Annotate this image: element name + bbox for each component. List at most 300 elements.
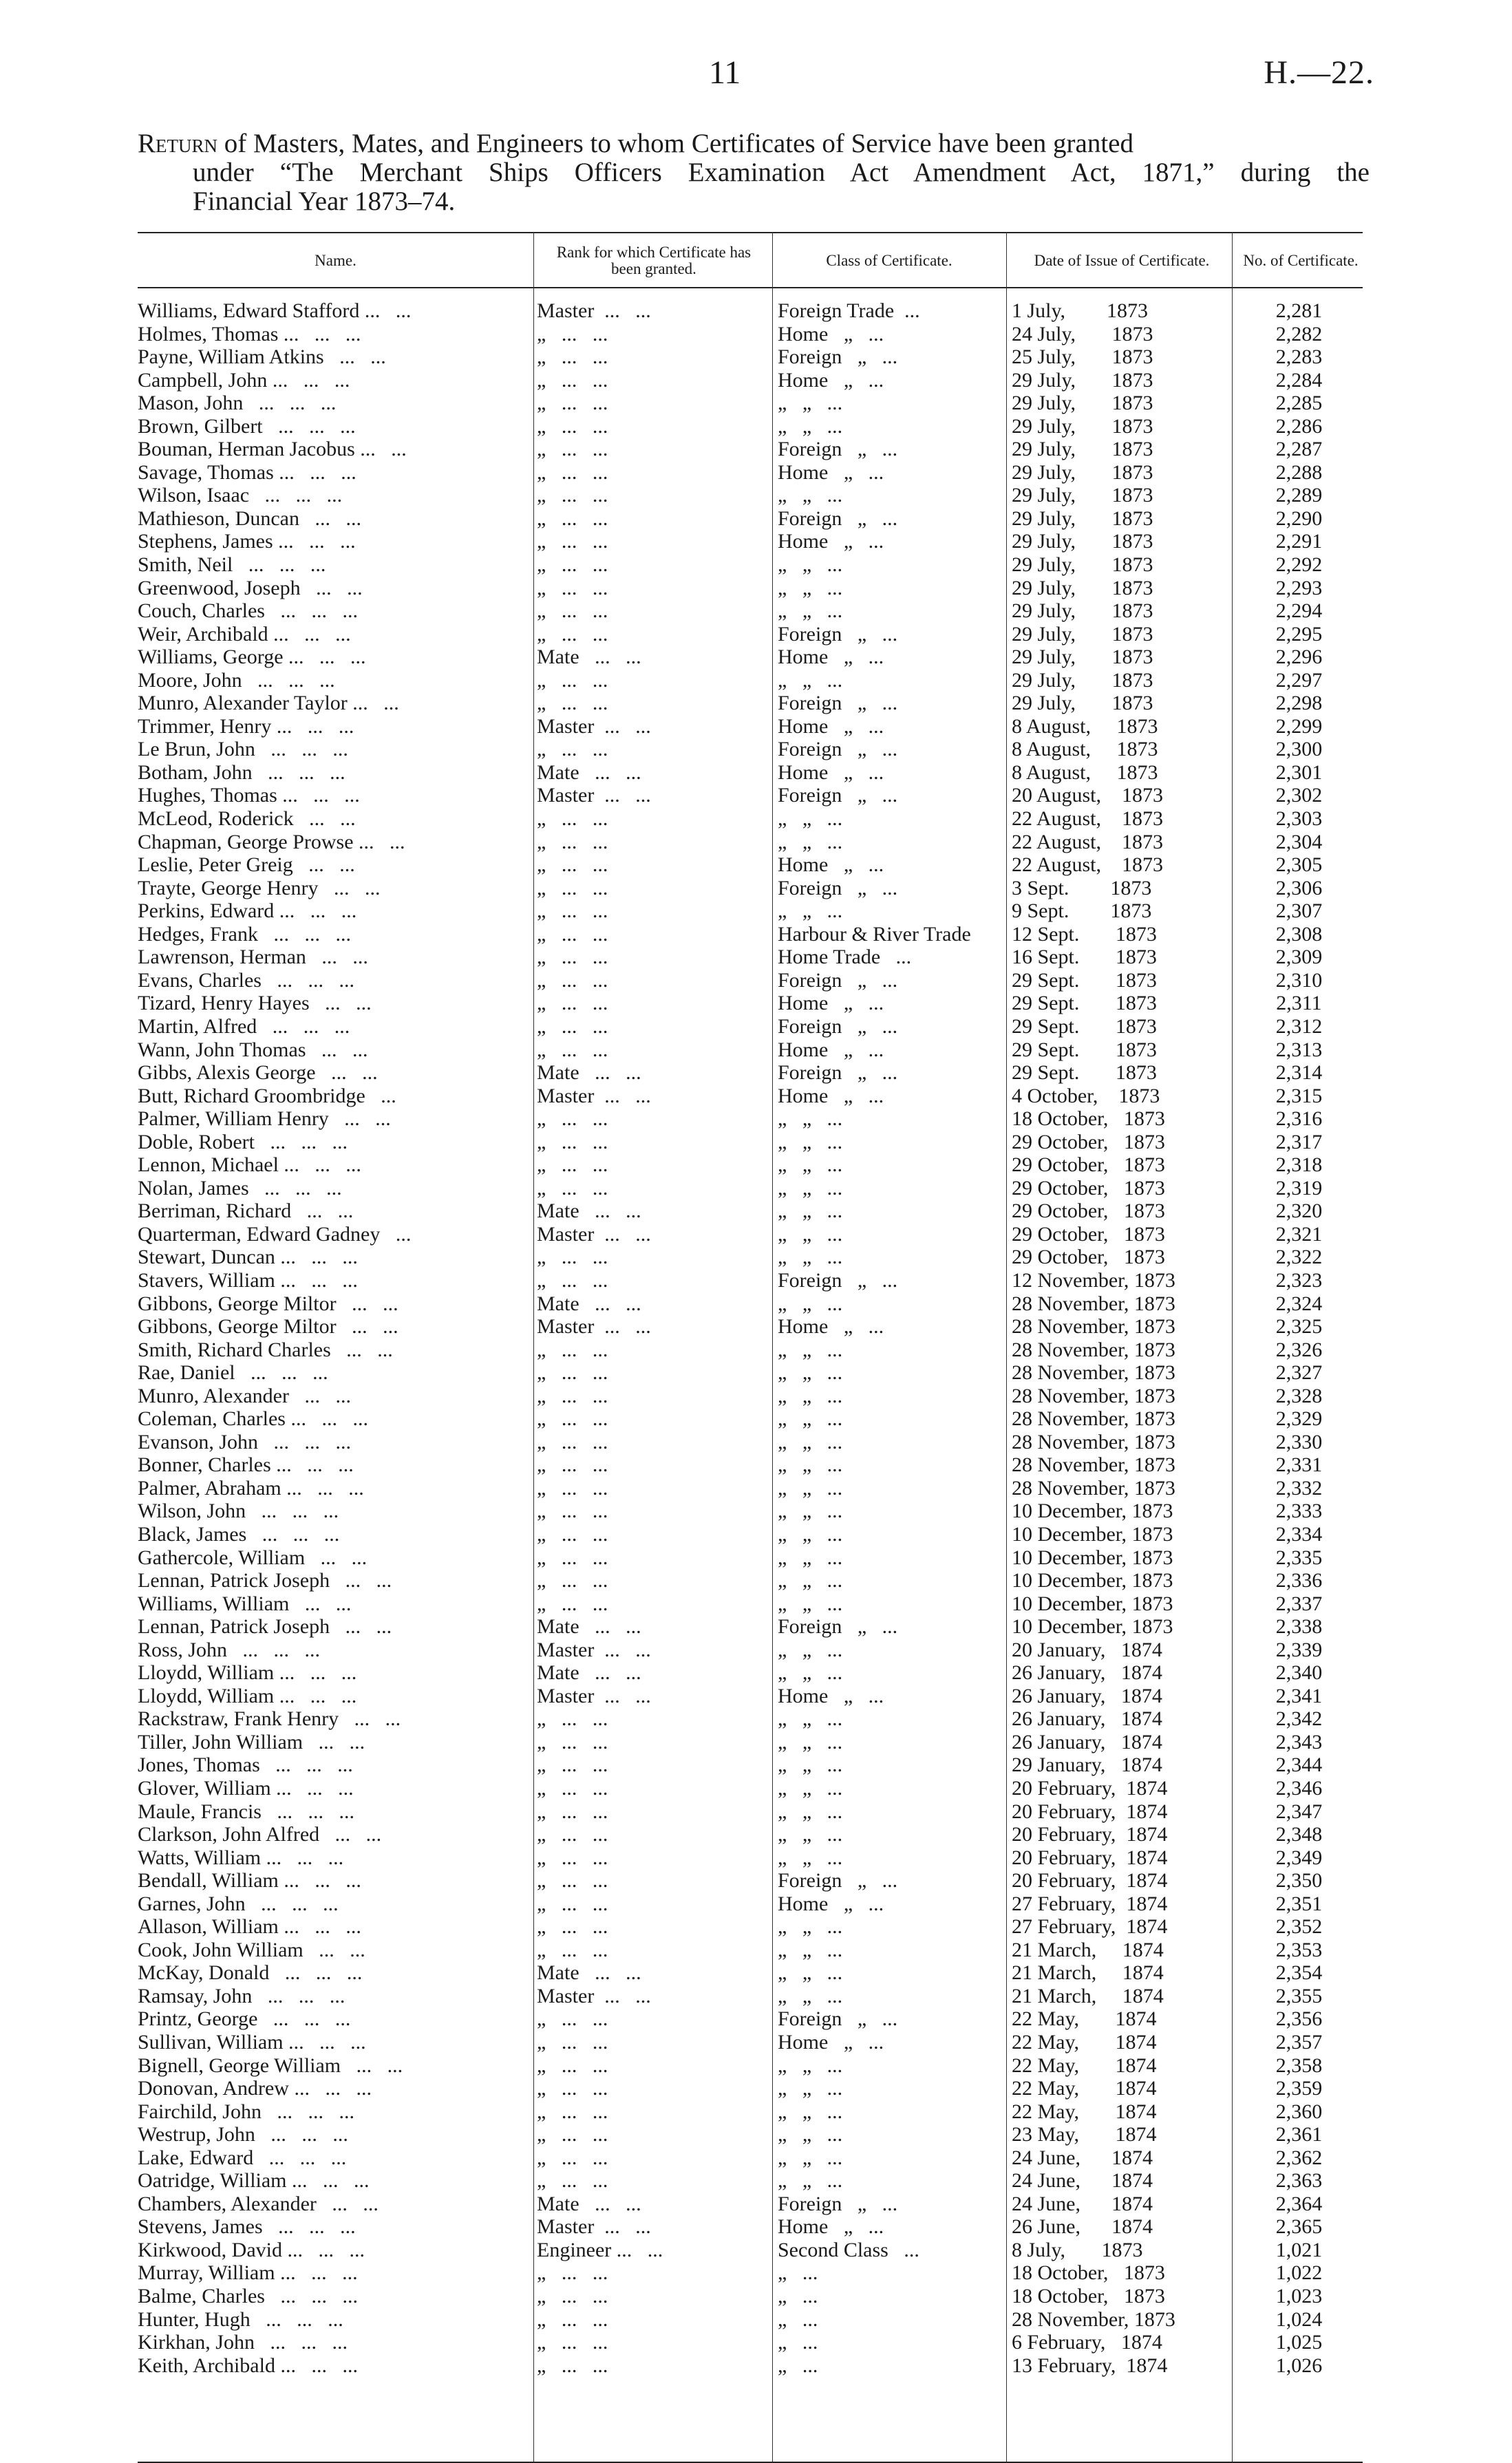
table-row xyxy=(138,992,1363,1015)
cell-name: Kirkwood, David ... ... ... xyxy=(138,2238,365,2261)
cell-rank: „ ... ... xyxy=(537,1268,608,1292)
cell-name: Savage, Thomas ... ... ... xyxy=(138,460,356,484)
cell-number: 2,360 xyxy=(1275,2100,1323,2123)
cell-date: 29 Sept. 1873 xyxy=(1012,1014,1157,1038)
cell-rank: „ ... ... xyxy=(537,2146,608,2169)
cell-rank: Master ... ... xyxy=(537,714,651,738)
cell-class: Foreign „ ... xyxy=(778,1061,898,1085)
cell-rank: Master ... ... xyxy=(537,1315,651,1339)
table-row xyxy=(138,669,1363,692)
heading-line-3: Financial Year 1873–74. xyxy=(193,186,456,216)
cell-name: Gibbons, George Miltor ... ... xyxy=(138,1315,398,1339)
cell-number: 2,307 xyxy=(1275,899,1323,923)
cell-date: 28 November, 1873 xyxy=(1012,1338,1175,1361)
table-row xyxy=(138,2354,1363,2378)
cell-rank: „ ... ... xyxy=(537,692,608,715)
cell-rank: „ ... ... xyxy=(537,368,608,392)
cell-rank: „ ... ... xyxy=(537,1361,608,1385)
cell-number: 1,021 xyxy=(1275,2238,1323,2261)
cell-rank: Mate ... ... xyxy=(537,1061,641,1085)
cell-date: 10 December, 1873 xyxy=(1012,1500,1173,1523)
cell-class: „ „ ... xyxy=(778,1707,843,1731)
cell-number: 2,337 xyxy=(1275,1592,1323,1615)
cell-rank: „ ... ... xyxy=(537,1153,608,1177)
cell-class: „ „ ... xyxy=(778,807,843,831)
table-row xyxy=(138,1915,1363,1939)
cell-class: „ ... xyxy=(778,2261,818,2285)
cell-class: Home „ ... xyxy=(778,2215,884,2239)
table-row xyxy=(138,1939,1363,1962)
cell-name: Gathercole, William ... ... xyxy=(138,1546,368,1569)
cell-class: Foreign Trade ... xyxy=(778,299,920,322)
cell-number: 2,331 xyxy=(1275,1453,1323,1477)
table-row xyxy=(138,646,1363,669)
cell-rank: „ ... ... xyxy=(537,1476,608,1500)
table-row xyxy=(138,1846,1363,1870)
cell-rank: Master ... ... xyxy=(537,1222,651,1246)
cell-number: 2,364 xyxy=(1275,2192,1323,2215)
table-row xyxy=(138,1385,1363,1408)
cell-number: 2,312 xyxy=(1275,1014,1323,1038)
cell-class: Home „ ... xyxy=(778,322,884,345)
cell-name: Mason, John ... ... ... xyxy=(138,392,337,415)
cell-date: 20 August, 1873 xyxy=(1012,784,1164,807)
table-row xyxy=(138,1961,1363,1985)
cell-rank: „ ... ... xyxy=(537,2307,608,2331)
cell-date: 24 July, 1873 xyxy=(1012,322,1153,345)
cell-name: Bouman, Herman Jacobus ... ... xyxy=(138,438,407,461)
cell-class: „ „ ... xyxy=(778,2100,843,2123)
cell-rank: „ ... ... xyxy=(537,1846,608,1869)
cell-date: 29 October, 1873 xyxy=(1012,1130,1165,1153)
cell-date: 28 November, 1873 xyxy=(1012,1384,1175,1407)
header-date: Date of Issue of Certificate. xyxy=(1034,252,1210,269)
cell-number: 2,326 xyxy=(1275,1338,1323,1361)
table-row xyxy=(138,899,1363,923)
cell-class: Home Trade ... xyxy=(778,946,912,969)
cell-rank: „ ... ... xyxy=(537,853,608,877)
cell-number: 2,304 xyxy=(1275,830,1323,853)
cell-date: 28 November, 1873 xyxy=(1012,1430,1175,1453)
cell-number: 2,298 xyxy=(1275,692,1323,715)
cell-class: Second Class ... xyxy=(778,2238,919,2261)
cell-number: 2,299 xyxy=(1275,714,1323,738)
cell-class: Foreign „ ... xyxy=(778,507,898,530)
cell-rank: „ ... ... xyxy=(537,438,608,461)
table-row xyxy=(138,2054,1363,2078)
cell-date: 28 November, 1873 xyxy=(1012,1453,1175,1477)
table-row xyxy=(138,1500,1363,1523)
cell-date: 26 January, 1874 xyxy=(1012,1730,1162,1753)
cell-date: 29 July, 1873 xyxy=(1012,484,1153,507)
table-row xyxy=(138,1246,1363,1269)
cell-class: Foreign „ ... xyxy=(778,876,898,899)
heading-line-2: under “The Merchant Ships Officers Examination Act Amendment Act, 1871,” during the xyxy=(193,158,1370,187)
cell-number: 2,318 xyxy=(1275,1153,1323,1177)
table-row xyxy=(138,1985,1363,2008)
document-heading xyxy=(138,129,1370,216)
cell-name: Watts, William ... ... ... xyxy=(138,1846,344,1869)
table-row xyxy=(138,345,1363,369)
table-row xyxy=(138,553,1363,577)
cell-rank: „ ... ... xyxy=(537,992,608,1015)
cell-number: 2,315 xyxy=(1275,1084,1323,1107)
cell-name: Clarkson, John Alfred ... ... xyxy=(138,1823,382,1846)
cell-date: 10 December, 1873 xyxy=(1012,1592,1173,1615)
table-row xyxy=(138,1292,1363,1316)
cell-class: „ „ ... xyxy=(778,553,843,577)
table-row xyxy=(138,369,1363,392)
cell-number: 2,350 xyxy=(1275,1869,1323,1892)
cell-number: 2,327 xyxy=(1275,1361,1323,1385)
cell-class: „ „ ... xyxy=(778,2054,843,2077)
cell-date: 29 October, 1873 xyxy=(1012,1153,1165,1177)
cell-number: 2,365 xyxy=(1275,2215,1323,2239)
cell-rank: „ ... ... xyxy=(537,460,608,484)
cell-name: Oatridge, William ... ... ... xyxy=(138,2169,370,2193)
table-row xyxy=(138,2239,1363,2262)
cell-class: „ ... xyxy=(778,2354,818,2377)
cell-number: 2,343 xyxy=(1275,1730,1323,1753)
cell-name: Tizard, Henry Hayes ... ... xyxy=(138,992,372,1015)
table-row xyxy=(138,2261,1363,2285)
cell-name: Berriman, Richard ... ... xyxy=(138,1199,354,1223)
cell-date: 22 August, 1873 xyxy=(1012,830,1164,853)
cell-name: McLeod, Roderick ... ... xyxy=(138,807,356,831)
cell-number: 2,333 xyxy=(1275,1500,1323,1523)
cell-class: Foreign „ ... xyxy=(778,692,898,715)
cell-class: Foreign „ ... xyxy=(778,1014,898,1038)
page-number: 11 xyxy=(709,54,741,91)
cell-class: „ „ ... xyxy=(778,1500,843,1523)
cell-name: Cook, John William ... ... xyxy=(138,1938,365,1961)
cell-number: 2,290 xyxy=(1275,507,1323,530)
cell-class: Foreign „ ... xyxy=(778,345,898,369)
cell-rank: „ ... ... xyxy=(537,968,608,992)
cell-number: 2,346 xyxy=(1275,1777,1323,1800)
cell-class: Home „ ... xyxy=(778,1315,884,1339)
cell-name: Printz, George ... ... ... xyxy=(138,2007,351,2031)
cell-name: Nolan, James ... ... ... xyxy=(138,1176,342,1199)
cell-class: Foreign „ ... xyxy=(778,622,898,646)
cell-class: „ „ ... xyxy=(778,1800,843,1823)
cell-date: 8 July, 1873 xyxy=(1012,2238,1143,2261)
table-row xyxy=(138,1615,1363,1639)
cell-rank: „ ... ... xyxy=(537,1038,608,1061)
cell-rank: „ ... ... xyxy=(537,899,608,923)
cell-date: 29 July, 1873 xyxy=(1012,438,1153,461)
cell-name: Allason, William ... ... ... xyxy=(138,1915,361,1939)
cell-name: Rackstraw, Frank Henry ... ... xyxy=(138,1707,401,1731)
cell-number: 2,316 xyxy=(1275,1107,1323,1131)
table-row xyxy=(138,807,1363,831)
cell-number: 2,306 xyxy=(1275,876,1323,899)
table-row xyxy=(138,1800,1363,1824)
cell-class: „ „ ... xyxy=(778,1522,843,1546)
table-row xyxy=(138,1592,1363,1616)
cell-name: Leslie, Peter Greig ... ... xyxy=(138,853,355,877)
cell-name: McKay, Donald ... ... ... xyxy=(138,1961,363,1985)
cell-rank: Master ... ... xyxy=(537,1984,651,2007)
table-row xyxy=(138,1223,1363,1246)
cell-class: „ „ ... xyxy=(778,668,843,692)
cell-class: Home „ ... xyxy=(778,1084,884,1107)
cell-rank: Mate ... ... xyxy=(537,646,641,669)
cell-number: 2,294 xyxy=(1275,599,1323,623)
cell-date: 29 July, 1873 xyxy=(1012,368,1153,392)
cell-class: „ „ ... xyxy=(778,1777,843,1800)
cell-date: 28 November, 1873 xyxy=(1012,1361,1175,1385)
table-row xyxy=(138,1892,1363,1916)
cell-class: „ „ ... xyxy=(778,2077,843,2100)
cell-class: „ „ ... xyxy=(778,1638,843,1661)
cell-rank: Master ... ... xyxy=(537,1684,651,1707)
cell-number: 2,319 xyxy=(1275,1176,1323,1199)
cell-name: Coleman, Charles ... ... ... xyxy=(138,1407,368,1431)
cell-number: 2,288 xyxy=(1275,460,1323,484)
cell-rank: „ ... ... xyxy=(537,2031,608,2054)
cell-name: Campbell, John ... ... ... xyxy=(138,368,350,392)
cell-number: 2,353 xyxy=(1275,1938,1323,1961)
cell-class: „ „ ... xyxy=(778,392,843,415)
cell-date: 24 June, 1874 xyxy=(1012,2192,1153,2215)
cell-number: 2,289 xyxy=(1275,484,1323,507)
cell-name: Williams, George ... ... ... xyxy=(138,646,366,669)
table-row xyxy=(138,1153,1363,1177)
cell-rank: „ ... ... xyxy=(537,738,608,761)
cell-name: Ross, John ... ... ... xyxy=(138,1638,321,1661)
table-row xyxy=(138,738,1363,761)
cell-rank: „ ... ... xyxy=(537,1130,608,1153)
cell-name: Butt, Richard Groombridge ... xyxy=(138,1084,396,1107)
cell-number: 2,321 xyxy=(1275,1222,1323,1246)
cell-name: Holmes, Thomas ... ... ... xyxy=(138,322,361,345)
cell-class: „ „ ... xyxy=(778,1661,843,1685)
cell-rank: „ ... ... xyxy=(537,484,608,507)
cell-rank: „ ... ... xyxy=(537,1430,608,1453)
cell-number: 2,320 xyxy=(1275,1199,1323,1223)
cell-date: 29 July, 1873 xyxy=(1012,414,1153,438)
cell-number: 2,338 xyxy=(1275,1615,1323,1639)
cell-class: „ „ ... xyxy=(778,1476,843,1500)
cell-class: Home „ ... xyxy=(778,530,884,553)
cell-number: 2,349 xyxy=(1275,1846,1323,1869)
cell-date: 28 November, 1873 xyxy=(1012,1292,1175,1315)
cell-date: 1 July, 1873 xyxy=(1012,299,1149,322)
cell-rank: „ ... ... xyxy=(537,530,608,553)
cell-class: Foreign „ ... xyxy=(778,2007,898,2031)
cell-date: 29 October, 1873 xyxy=(1012,1176,1165,1199)
cell-rank: Mate ... ... xyxy=(537,1661,641,1685)
table-row xyxy=(138,853,1363,877)
cell-name: Hedges, Frank ... ... ... xyxy=(138,922,351,946)
cell-date: 10 December, 1873 xyxy=(1012,1522,1173,1546)
cell-number: 2,305 xyxy=(1275,853,1323,877)
table-row xyxy=(138,969,1363,992)
cell-name: Evans, Charles ... ... ... xyxy=(138,968,354,992)
cell-date: 10 December, 1873 xyxy=(1012,1546,1173,1569)
cell-number: 2,292 xyxy=(1275,553,1323,577)
cell-name: Gibbs, Alexis George ... ... xyxy=(138,1061,378,1085)
table-row xyxy=(138,323,1363,346)
table-row xyxy=(138,2031,1363,2054)
table-row xyxy=(138,1685,1363,1708)
header-rank: Rank for which Certificate has been granted. xyxy=(556,244,752,277)
cell-date: 22 August, 1873 xyxy=(1012,853,1164,877)
cell-date: 10 December, 1873 xyxy=(1012,1615,1173,1639)
cell-number: 2,291 xyxy=(1275,530,1323,553)
cell-class: „ ... xyxy=(778,2307,818,2331)
cell-rank: „ ... ... xyxy=(537,1014,608,1038)
cell-rank: „ ... ... xyxy=(537,2169,608,2193)
cell-date: 16 Sept. 1873 xyxy=(1012,946,1157,969)
cell-date: 18 October, 1873 xyxy=(1012,2261,1165,2285)
cell-class: „ „ ... xyxy=(778,1730,843,1753)
table-body xyxy=(138,299,1363,2377)
table-row xyxy=(138,1453,1363,1477)
cell-number: 2,296 xyxy=(1275,646,1323,669)
cell-rank: „ ... ... xyxy=(537,1592,608,1615)
table-row xyxy=(138,715,1363,738)
cell-name: Lawrenson, Herman ... ... xyxy=(138,946,368,969)
table-row xyxy=(138,1407,1363,1431)
cell-name: Williams, Edward Stafford ... ... xyxy=(138,299,412,322)
cell-number: 2,348 xyxy=(1275,1823,1323,1846)
cell-class: „ „ ... xyxy=(778,1199,843,1223)
cell-rank: „ ... ... xyxy=(537,1107,608,1131)
table-row xyxy=(138,761,1363,785)
cell-number: 2,323 xyxy=(1275,1268,1323,1292)
cell-number: 2,324 xyxy=(1275,1292,1323,1315)
cell-date: 29 Sept. 1873 xyxy=(1012,968,1157,992)
cell-name: Lennan, Patrick Joseph ... ... xyxy=(138,1615,392,1639)
cell-number: 2,339 xyxy=(1275,1638,1323,1661)
cell-name: Hughes, Thomas ... ... ... xyxy=(138,784,360,807)
cell-number: 2,352 xyxy=(1275,1915,1323,1939)
table-row xyxy=(138,923,1363,946)
table-row xyxy=(138,1569,1363,1592)
cell-name: Quarterman, Edward Gadney ... xyxy=(138,1222,412,1246)
cell-rank: „ ... ... xyxy=(537,1800,608,1823)
cell-name: Payne, William Atkins ... ... xyxy=(138,345,386,369)
cell-name: Tiller, John William ... ... xyxy=(138,1730,365,1753)
cell-class: „ „ ... xyxy=(778,1915,843,1939)
cell-number: 2,281 xyxy=(1275,299,1323,322)
cell-rank: „ ... ... xyxy=(537,1176,608,1199)
cell-class: Home „ ... xyxy=(778,460,884,484)
cell-rank: „ ... ... xyxy=(537,1453,608,1477)
cell-name: Wann, John Thomas ... ... xyxy=(138,1038,368,1061)
cell-rank: Mate ... ... xyxy=(537,1615,641,1639)
cell-date: 21 March, 1874 xyxy=(1012,1961,1164,1985)
cell-class: „ „ ... xyxy=(778,1753,843,1777)
cell-rank: Mate ... ... xyxy=(537,2192,641,2215)
cell-class: „ „ ... xyxy=(778,1961,843,1985)
table-row xyxy=(138,1038,1363,1062)
cell-name: Glover, William ... ... ... xyxy=(138,1777,354,1800)
cell-name: Mathieson, Duncan ... ... xyxy=(138,507,361,530)
table-row xyxy=(138,1199,1363,1223)
cell-rank: Master ... ... xyxy=(537,784,651,807)
cell-date: 28 November, 1873 xyxy=(1012,1476,1175,1500)
cell-rank: „ ... ... xyxy=(537,392,608,415)
cell-date: 29 July, 1873 xyxy=(1012,692,1153,715)
cell-name: Donovan, Andrew ... ... ... xyxy=(138,2077,372,2100)
table-row xyxy=(138,784,1363,807)
cell-number: 2,362 xyxy=(1275,2146,1323,2169)
cell-number: 2,303 xyxy=(1275,807,1323,831)
heading-lead-word: Return xyxy=(138,129,218,158)
cell-class: „ ... xyxy=(778,2331,818,2354)
cell-number: 2,309 xyxy=(1275,946,1323,969)
cell-number: 2,297 xyxy=(1275,668,1323,692)
cell-rank: Mate ... ... xyxy=(537,1199,641,1223)
cell-rank: Master ... ... xyxy=(537,299,651,322)
table-row xyxy=(138,438,1363,461)
cell-number: 2,284 xyxy=(1275,368,1323,392)
cell-name: Maule, Francis ... ... ... xyxy=(138,1800,354,1823)
cell-class: „ „ ... xyxy=(778,484,843,507)
cell-rank: „ ... ... xyxy=(537,946,608,969)
cell-date: 29 July, 1873 xyxy=(1012,599,1153,623)
cell-date: 22 May, 1874 xyxy=(1012,2077,1157,2100)
cell-date: 28 November, 1873 xyxy=(1012,2307,1175,2331)
cell-name: Wilson, John ... ... ... xyxy=(138,1500,339,1523)
cell-rank: „ ... ... xyxy=(537,553,608,577)
cell-class: „ „ ... xyxy=(778,414,843,438)
cell-name: Stevens, James ... ... ... xyxy=(138,2215,356,2239)
cell-name: Stewart, Duncan ... ... ... xyxy=(138,1246,358,1269)
cell-number: 2,329 xyxy=(1275,1407,1323,1431)
cell-rank: „ ... ... xyxy=(537,2285,608,2308)
cell-class: „ „ ... xyxy=(778,1546,843,1569)
cell-class: Home „ ... xyxy=(778,1038,884,1061)
table-row xyxy=(138,2077,1363,2100)
cell-date: 27 February, 1874 xyxy=(1012,1915,1168,1939)
cell-rank: „ ... ... xyxy=(537,1938,608,1961)
cell-number: 2,322 xyxy=(1275,1246,1323,1269)
cell-rank: „ ... ... xyxy=(537,2261,608,2285)
cell-name: Botham, John ... ... ... xyxy=(138,760,345,784)
cell-date: 29 July, 1873 xyxy=(1012,460,1153,484)
cell-name: Wilson, Isaac ... ... ... xyxy=(138,484,343,507)
cell-class: Home „ ... xyxy=(778,853,884,877)
table-row xyxy=(138,2285,1363,2308)
cell-number: 2,282 xyxy=(1275,322,1323,345)
cell-rank: „ ... ... xyxy=(537,1730,608,1753)
table-row xyxy=(138,692,1363,715)
cell-date: 29 Sept. 1873 xyxy=(1012,1061,1157,1085)
cell-date: 28 November, 1873 xyxy=(1012,1407,1175,1431)
table-row xyxy=(138,1131,1363,1154)
table-row xyxy=(138,415,1363,438)
cell-date: 18 October, 1873 xyxy=(1012,1107,1165,1131)
cell-class: Harbour & River Trade xyxy=(778,922,971,946)
table-row xyxy=(138,2123,1363,2146)
cell-number: 2,344 xyxy=(1275,1753,1323,1777)
table-row xyxy=(138,2146,1363,2170)
cell-name: Trayte, George Henry ... ... xyxy=(138,876,381,899)
cell-class: Home „ ... xyxy=(778,992,884,1015)
cell-name: Bonner, Charles ... ... ... xyxy=(138,1453,354,1477)
cell-class: Foreign „ ... xyxy=(778,738,898,761)
cell-class: Home „ ... xyxy=(778,2031,884,2054)
table-row xyxy=(138,530,1363,553)
cell-number: 2,358 xyxy=(1275,2054,1323,2077)
cell-name: Trimmer, Henry ... ... ... xyxy=(138,714,354,738)
cell-number: 2,325 xyxy=(1275,1315,1323,1339)
table-row xyxy=(138,1269,1363,1292)
